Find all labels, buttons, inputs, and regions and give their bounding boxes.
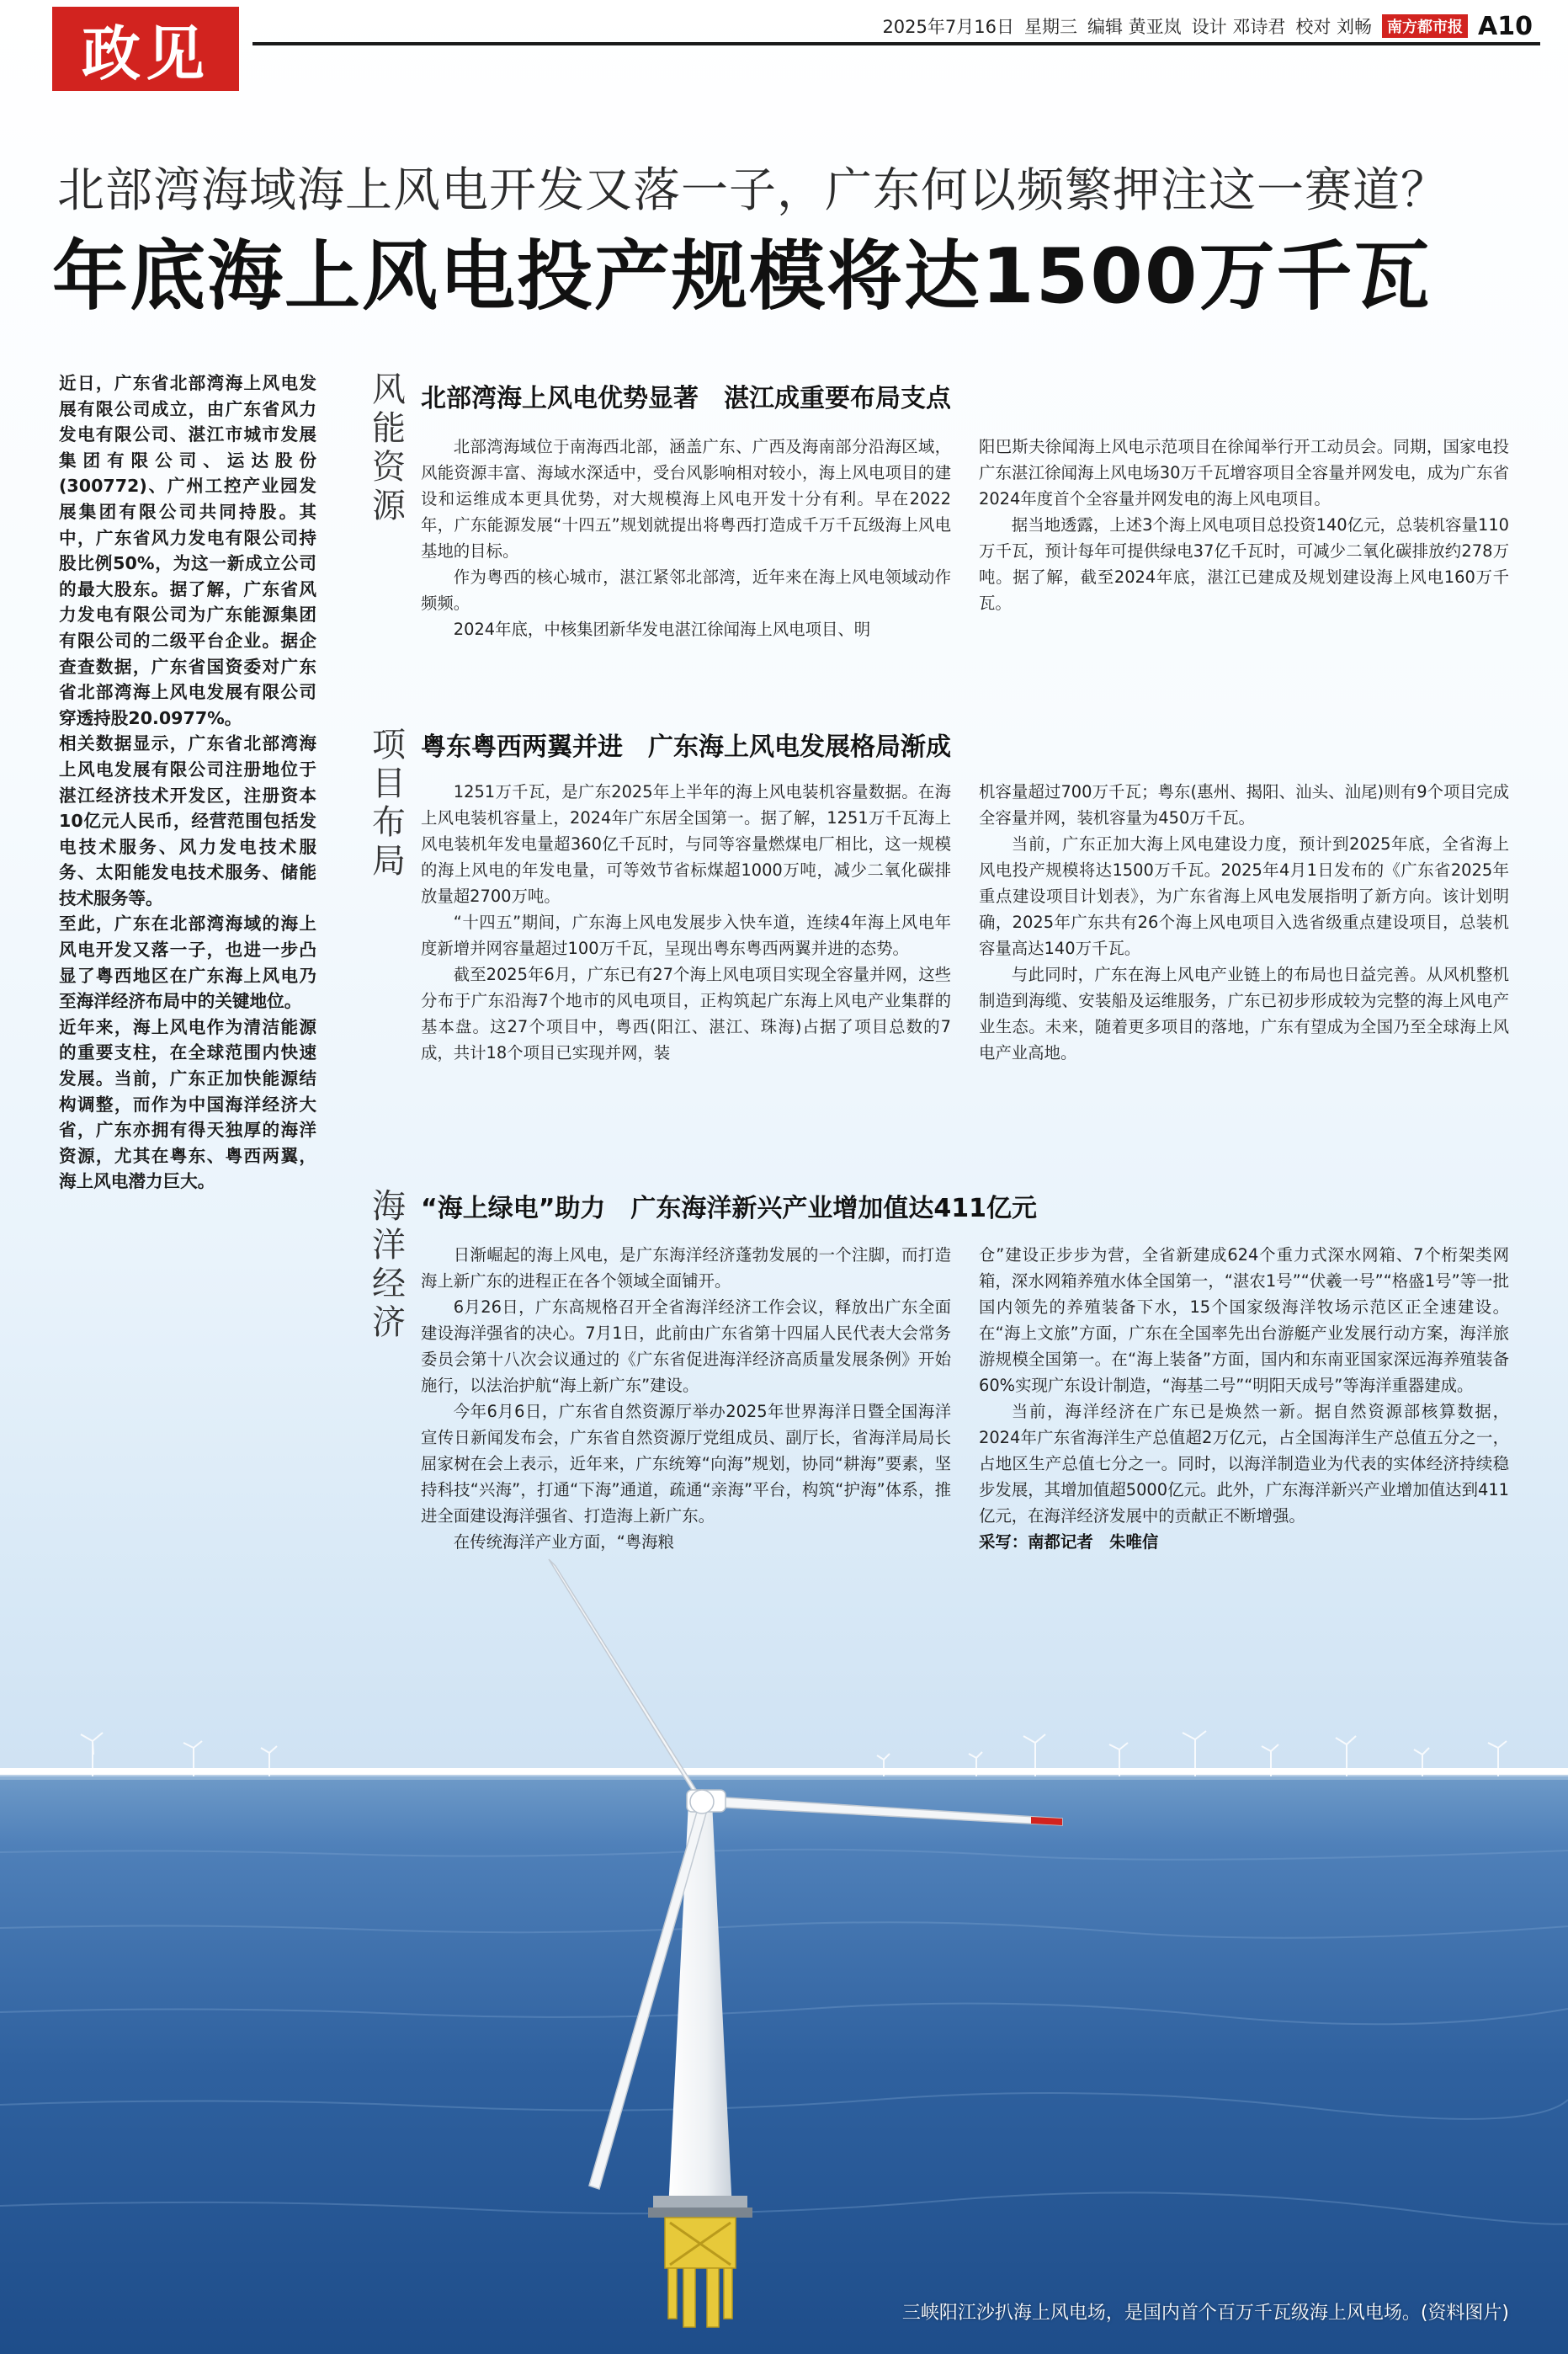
section-badge: 政见 [52, 7, 239, 91]
body-paragraph: 仓”建设正步步为营，全省新建成624个重力式深水网箱、7个桁架类网箱，深水网箱养殖水体全国第一，“湛农1号”“伏羲一号”“格盛1号”等一批国内领先的养殖装备下水，15个国家级海洋牧场示范区正全速建设。在“海上文旅”方面，广东在全国率先出台游艇产业发展行动方案，海洋旅游规模全国第一。在“海上装备”方面，国内和东南亚国家深远海养殖装备60%实现广东设计制造，“海基二号”“明阳天成号”等海洋重器建成。 [979, 1245, 1509, 1395]
lead-paragraph: 近年来，海上风电作为清洁能源的重要支柱，在全球范围内快速发展。当前，广东正加快能源结构调整，而作为中国海洋经济大省，广东亦拥有得天独厚的海洋资源，尤其在粤东、粤西两翼，海上风电潜力巨大。 [59, 1016, 316, 1192]
section-label-wind-resources: 风 能 资 源 [372, 370, 406, 525]
lead-paragraph: 相关数据显示，广东省北部湾海上风电发展有限公司注册地位于湛江经济技术开发区，注册资本10亿元人民币，经营范围包括发电技术服务、风力发电技术服务、太阳能发电技术服务、储能技术服务等。 [59, 733, 316, 908]
header-rule [252, 42, 1540, 45]
section-label-marine-economy: 海 洋 经 济 [372, 1187, 406, 1342]
body-paragraph: 当前，海洋经济在广东已是焕然一新。据自然资源部核算数据，2024年广东省海洋生产总值超2万亿元，占全国海洋生产总值五分之一，占地区生产总值七分之一。同时，以海洋制造业为代表的实体经济持续稳步发展，其增加值超5000亿元。此外，广东海洋新兴产业增加值达到411亿元，在海洋经济发展中的贡献正不断增强。 [979, 1402, 1509, 1526]
masthead-logo: 南方都市报 [1382, 14, 1468, 38]
body-paragraph: 阳巴斯夫徐闻海上风电示范项目在徐闻举行开工动员会。同期，国家电投广东湛江徐闻海上风电场30万千瓦增容项目全容量并网发电，成为广东省2024年度首个全容量并网发电的海上风电项目。 [979, 437, 1509, 509]
section-3-column-2 [979, 1242, 1509, 1555]
section-2-column-1 [421, 779, 951, 1066]
lead-paragraph: 至此，广东在北部湾海域的海上风电开发又落一子，也进一步凸显了粤西地区在广东海上风电乃至海洋经济布局中的关键地位。 [59, 913, 316, 1012]
body-paragraph: 北部湾海域位于南海西北部，涵盖广东、广西及海南部分沿海区域，风能资源丰富、海域水深适中，受台风影响相对较小，海上风电项目的建设和运维成本更具优势，对大规模海上风电开发十分有利。早在2022年，广东能源发展“十四五”规划就提出将粤西打造成千万千瓦级海上风电基地的目标。 [421, 437, 951, 561]
subheadline: 北部湾海域海上风电开发又落一子，广东何以频繁押注这一赛道？ [57, 163, 1448, 218]
body-paragraph: 据当地透露，上述3个海上风电项目总投资140亿元，总装机容量110万千瓦，预计每年可提供绿电37亿千瓦时，可减少二氧化碳排放约278万吨。据了解，截至2024年底，湛江已建成及规划建设海上风电160万千瓦。 [979, 515, 1509, 613]
section-title-marine-economy: “海上绿电”助力 广东海洋新兴产业增加值达411亿元 [421, 1194, 1038, 1223]
body-paragraph: 今年6月6日，广东省自然资源厅举办2025年世界海洋日暨全国海洋宣传日新闻发布会，广东省自然资源厅党组成员、副厅长，省海洋局局长屈家树在会上表示，近年来，广东统筹“向海”规划，协同“耕海”要素，坚持科技“兴海”，打通“下海”通道，疏通“亲海”平台，构筑“护海”体系，推进全面建设海洋强省、打造海上新广东。 [421, 1402, 951, 1526]
body-paragraph: 机容量超过700万千瓦；粤东(惠州、揭阳、汕头、汕尾)则有9个项目完成全容量并网，装机容量为450万千瓦。 [979, 782, 1509, 828]
lead-paragraph: 近日，广东省北部湾海上风电发展有限公司成立，由广东省风力发电有限公司、湛江市城市发展集团有限公司、运达股份(300772)、广州工控产业园发展集团有限公司共同持股。其中，广东省风力发电有限公司持股比例50%，为这一新成立公司的最大股东。据了解，广东省风力发电有限公司为广东能源集团有限公司的二级平台企业。据企查查数据，广东省国资委对广东省北部湾海上风电发展有限公司穿透持股20.0977%。 [59, 373, 316, 728]
body-paragraph: 1251万千瓦，是广东2025年上半年的海上风电装机容量数据。在海上风电装机容量上，2024年广东居全国第一。据了解，1251万千瓦海上风电装机年发电量超360亿千瓦时，与同等容量燃煤电厂相比，这一规模的海上风电的年发电量，可等效节省标煤超1000万吨，减少二氧化碳排放量超2700万吨。 [421, 782, 951, 906]
main-headline: 年底海上风电投产规模将达1500万千瓦 [52, 232, 1432, 321]
page-number: A10 [1478, 11, 1533, 41]
sea [0, 1776, 1568, 2354]
body-paragraph: 2024年底，中核集团新华发电湛江徐闻海上风电项目、明 [453, 620, 871, 639]
section-3-column-1 [421, 1242, 951, 1555]
page-meta [882, 12, 1533, 40]
issue-weekday: 星期三 [1023, 17, 1077, 37]
issue-date: 2025年7月16日 [882, 17, 1014, 37]
body-paragraph: 与此同时，广东在海上风电产业链上的布局也日益完善。从风机整机制造到海缆、安装船及运维服务，广东已初步形成较为完整的海上风电产业生态。未来，随着更多项目的落地，广东有望成为全国乃至全球海上风电产业高地。 [979, 965, 1509, 1062]
body-paragraph: 作为粤西的核心城市，湛江紧邻北部湾，近年来在海上风电领域动作频频。 [421, 567, 951, 613]
section-title-project-layout: 粤东粤西两翼并进 广东海上风电发展格局渐成 [421, 732, 951, 762]
section-2-column-2 [979, 779, 1509, 1066]
designer-credit: 设计 邓诗君 [1191, 17, 1286, 37]
section-title-wind-resources: 北部湾海上风电优势显著 湛江成重要布局支点 [421, 384, 951, 413]
body-paragraph: 在传统海洋产业方面，“粤海粮 [453, 1532, 674, 1552]
reporter-byline: 采写：南都记者 朱唯信 [979, 1532, 1159, 1552]
photo-caption: 三峡阳江沙扒海上风电场，是国内首个百万千瓦级海上风电场。(资料图片) [901, 2303, 1509, 2324]
body-paragraph: “十四五”期间，广东海上风电发展步入快车道，连续4年海上风电年度新增并网容量超过100万千瓦，呈现出粤东粤西两翼并进的态势。 [421, 913, 951, 958]
body-paragraph: 日渐崛起的海上风电，是广东海洋经济蓬勃发展的一个注脚，而打造海上新广东的进程正在各个领域全面铺开。 [421, 1245, 951, 1291]
lead-column [59, 370, 316, 1195]
distant-turbines [81, 1731, 1507, 1776]
section-label-project-layout: 项 目 布 局 [372, 726, 406, 881]
section-1-column-1 [421, 434, 951, 642]
body-paragraph: 6月26日，广东高规格召开全省海洋经济工作会议，释放出广东全面建设海洋强省的决心。7月1日，此前由广东省第十四届人民代表大会常务委员会第十八次会议通过的《广东省促进海洋经济高质量发展条例》开始施行，以法治护航“海上新广东”建设。 [421, 1297, 951, 1395]
body-paragraph: 截至2025年6月，广东已有27个海上风电项目实现全容量并网，这些分布于广东沿海7个地市的风电项目，正构筑起广东海上风电产业集群的基本盘。这27个项目中，粤西(阳江、湛江、珠海)占据了项目总数的7成，共计18个项目已实现并网，装 [421, 965, 951, 1062]
body-paragraph: 当前，广东正加大海上风电建设力度，预计到2025年底，全省海上风电投产规模将达1500万千瓦。2025年4月1日发布的《广东省2025年重点建设项目计划表》，为广东省海上风电发展指明了新方向。该计划明确，2025年广东共有26个海上风电项目入选省级重点建设项目，总装机容量高达140万千瓦。 [979, 834, 1509, 958]
section-1-column-2 [979, 434, 1509, 616]
proofreader-credit: 校对 刘畅 [1295, 17, 1373, 37]
editor-credit: 编辑 黄亚岚 [1087, 17, 1182, 37]
